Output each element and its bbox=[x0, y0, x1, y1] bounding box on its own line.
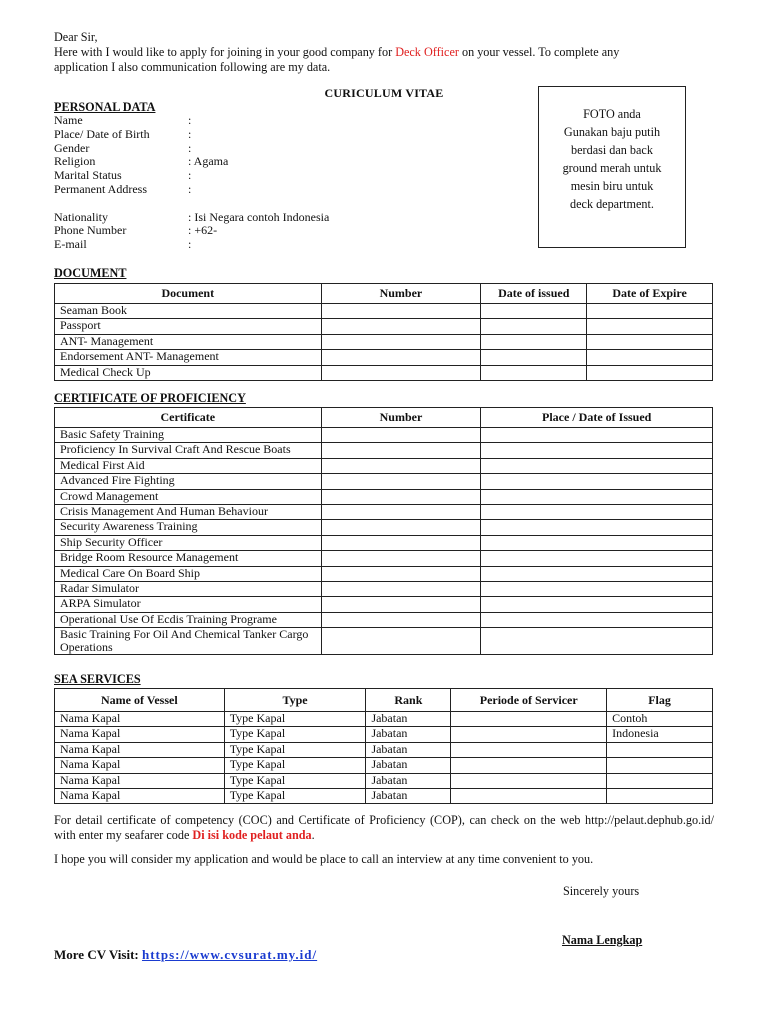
field-label: Permanent Address bbox=[54, 181, 147, 196]
certificate-name: Operational Use Of Ecdis Training Programe bbox=[55, 612, 322, 627]
table-cell[interactable] bbox=[481, 334, 587, 349]
sea-services-table bbox=[54, 688, 713, 804]
document-heading: DOCUMENT bbox=[54, 266, 127, 280]
table-cell[interactable] bbox=[607, 758, 713, 773]
table-cell[interactable] bbox=[321, 458, 481, 473]
table-cell[interactable] bbox=[587, 334, 713, 349]
table-row bbox=[55, 727, 713, 742]
table-cell[interactable]: Jabatan bbox=[366, 788, 451, 803]
table-cell[interactable] bbox=[321, 474, 481, 489]
table-row bbox=[55, 319, 713, 334]
certificate-name: Medical First Aid bbox=[55, 458, 322, 473]
cop-heading: CERTIFICATE OF PROFICIENCY bbox=[54, 391, 246, 405]
table-cell[interactable]: Jabatan bbox=[366, 773, 451, 788]
table-cell[interactable]: Type Kapal bbox=[224, 788, 366, 803]
detail-text: For detail certificate of competency (COC) and Certificate of Proficiency (COP), can check on the web http://pelaut.dephub.go.id/ with enter my seafarer code bbox=[54, 813, 714, 842]
field-value[interactable]: : bbox=[188, 168, 192, 183]
intro-text: Here with I would like to apply for joining in your good company for bbox=[54, 45, 396, 59]
more-cv-link[interactable]: https://www.cvsurat.my.id/ bbox=[141, 947, 318, 962]
table-row bbox=[55, 597, 713, 612]
table-row bbox=[55, 520, 713, 535]
table-cell[interactable] bbox=[481, 350, 587, 365]
more-cv-label: More CV Visit: bbox=[54, 947, 142, 962]
certificate-name: Radar Simulator bbox=[55, 581, 322, 596]
table-cell[interactable] bbox=[451, 758, 607, 773]
table-cell[interactable]: Type Kapal bbox=[224, 727, 366, 742]
table-row bbox=[55, 474, 713, 489]
field-value[interactable]: : +62- bbox=[188, 223, 218, 238]
table-cell[interactable] bbox=[321, 535, 481, 550]
table-row bbox=[55, 350, 713, 365]
table-cell[interactable] bbox=[321, 365, 481, 380]
certificate-name: Medical Care On Board Ship bbox=[55, 566, 322, 581]
column-header: Type bbox=[224, 689, 366, 712]
table-cell[interactable] bbox=[587, 304, 713, 319]
column-header: Periode of Servicer bbox=[451, 689, 607, 712]
table-cell[interactable]: Type Kapal bbox=[224, 712, 366, 727]
table-cell[interactable] bbox=[321, 428, 481, 443]
cop-table bbox=[54, 407, 713, 655]
photo-text: berdasi dan back bbox=[571, 143, 653, 157]
table-cell[interactable] bbox=[587, 319, 713, 334]
field-label: Gender bbox=[54, 140, 90, 155]
table-cell[interactable]: Jabatan bbox=[366, 727, 451, 742]
table-cell[interactable] bbox=[481, 365, 587, 380]
certificate-name: ARPA Simulator bbox=[55, 597, 322, 612]
table-cell[interactable]: Type Kapal bbox=[224, 742, 366, 757]
column-header: Place / Date of Issued bbox=[481, 408, 713, 428]
table-cell[interactable] bbox=[321, 597, 481, 612]
intro-text-post: on your vessel. To complete any bbox=[458, 45, 620, 59]
certificate-name: Proficiency In Survival Craft And Rescue Boats bbox=[55, 443, 322, 458]
table-cell[interactable] bbox=[321, 581, 481, 596]
table-cell[interactable] bbox=[481, 520, 713, 535]
table-cell[interactable] bbox=[587, 350, 713, 365]
table-cell[interactable] bbox=[451, 727, 607, 742]
sea-services-heading: SEA SERVICES bbox=[54, 672, 141, 686]
signature-name: Nama Lengkap bbox=[562, 933, 643, 947]
table-cell[interactable]: Jabatan bbox=[366, 758, 451, 773]
table-row bbox=[55, 566, 713, 581]
document-name: Medical Check Up bbox=[55, 365, 322, 380]
column-header: Date of issued bbox=[481, 284, 587, 304]
table-cell[interactable]: Nama Kapal bbox=[55, 727, 225, 742]
table-cell[interactable] bbox=[451, 788, 607, 803]
table-cell[interactable] bbox=[451, 742, 607, 757]
field-value[interactable]: : Isi Negara contoh Indonesia bbox=[188, 209, 330, 224]
table-row bbox=[55, 304, 713, 319]
column-header: Number bbox=[321, 284, 481, 304]
table-row bbox=[55, 788, 713, 803]
table-row bbox=[55, 742, 713, 757]
table-row bbox=[55, 612, 713, 627]
photo-text: Gunakan baju putih bbox=[563, 125, 661, 139]
document-table bbox=[54, 283, 713, 381]
document-name: Passport bbox=[55, 319, 322, 334]
intro-line-1 bbox=[54, 45, 714, 60]
table-cell[interactable] bbox=[607, 773, 713, 788]
field-value[interactable]: : Agama bbox=[188, 154, 229, 169]
detail-paragraph bbox=[54, 813, 714, 843]
closing: Sincerely yours bbox=[563, 884, 640, 898]
table-cell[interactable]: Jabatan bbox=[366, 742, 451, 757]
table-cell[interactable] bbox=[481, 612, 713, 627]
table-cell[interactable] bbox=[481, 551, 713, 566]
table-cell[interactable]: Nama Kapal bbox=[55, 773, 225, 788]
document-name: Seaman Book bbox=[55, 304, 322, 319]
table-cell[interactable]: Nama Kapal bbox=[55, 758, 225, 773]
photo-text: mesin biru untuk bbox=[570, 179, 654, 193]
table-cell[interactable]: Type Kapal bbox=[224, 758, 366, 773]
certificate-name: Basic Training For Oil And Chemical Tanker Cargo Operations bbox=[55, 628, 322, 655]
certificate-name: Advanced Fire Fighting bbox=[55, 474, 322, 489]
position-text: Deck Officer bbox=[395, 45, 459, 59]
table-cell[interactable]: Type Kapal bbox=[224, 773, 366, 788]
column-header: Document bbox=[55, 284, 322, 304]
table-cell[interactable] bbox=[321, 551, 481, 566]
column-header: Name of Vessel bbox=[55, 689, 225, 712]
field-label: Marital Status bbox=[54, 168, 122, 183]
table-row bbox=[55, 365, 713, 380]
table-row bbox=[55, 581, 713, 596]
table-cell[interactable] bbox=[451, 712, 607, 727]
field-label: Place/ Date of Birth bbox=[54, 126, 150, 141]
field-value[interactable]: : bbox=[188, 181, 192, 196]
document-name: Endorsement ANT- Management bbox=[55, 350, 322, 365]
letter-intro bbox=[54, 30, 714, 75]
table-row bbox=[55, 428, 713, 443]
cv-title-text: CURICULUM VITAE bbox=[324, 86, 444, 100]
personal-data-heading: PERSONAL DATA bbox=[54, 100, 156, 114]
table-cell[interactable] bbox=[321, 319, 481, 334]
table-row bbox=[55, 489, 713, 504]
table-cell[interactable] bbox=[321, 504, 481, 519]
table-cell[interactable] bbox=[481, 504, 713, 519]
table-cell[interactable] bbox=[607, 742, 713, 757]
field-value[interactable]: : bbox=[188, 113, 192, 127]
table-row bbox=[55, 773, 713, 788]
field-label: Religion bbox=[54, 154, 96, 169]
table-cell[interactable]: Nama Kapal bbox=[55, 742, 225, 757]
document-name: ANT- Management bbox=[55, 334, 322, 349]
table-cell[interactable] bbox=[321, 566, 481, 581]
table-row bbox=[55, 443, 713, 458]
table-cell[interactable] bbox=[321, 520, 481, 535]
photo-text: deck department. bbox=[570, 197, 654, 211]
intro-line-2: application I also communication following are my data. bbox=[54, 60, 331, 74]
field-value[interactable]: : bbox=[188, 140, 192, 155]
table-cell[interactable] bbox=[481, 458, 713, 473]
table-row bbox=[55, 758, 713, 773]
table-row bbox=[55, 334, 713, 349]
table-cell[interactable] bbox=[481, 597, 713, 612]
certificate-name: Crowd Management bbox=[55, 489, 322, 504]
table-cell[interactable] bbox=[321, 334, 481, 349]
table-cell[interactable] bbox=[481, 319, 587, 334]
table-cell[interactable] bbox=[321, 489, 481, 504]
certificate-name: Security Awareness Training bbox=[55, 520, 322, 535]
certificate-name: Ship Security Officer bbox=[55, 535, 322, 550]
certificate-name: Crisis Management And Human Behaviour bbox=[55, 504, 322, 519]
seafarer-code: Di isi kode pelaut anda bbox=[192, 828, 312, 842]
table-cell[interactable] bbox=[481, 489, 713, 504]
table-cell[interactable] bbox=[481, 535, 713, 550]
table-row bbox=[55, 535, 713, 550]
column-header: Flag bbox=[607, 689, 713, 712]
table-cell[interactable]: Nama Kapal bbox=[55, 712, 225, 727]
field-value[interactable]: : bbox=[188, 126, 192, 141]
table-cell[interactable] bbox=[587, 365, 713, 380]
table-row bbox=[55, 712, 713, 727]
column-header: Number bbox=[321, 408, 481, 428]
table-row bbox=[55, 551, 713, 566]
field-label: Phone Number bbox=[54, 223, 127, 238]
more-cv bbox=[54, 947, 317, 962]
column-header: Certificate bbox=[55, 408, 322, 428]
table-row bbox=[55, 458, 713, 473]
table-cell[interactable] bbox=[321, 628, 481, 655]
table-cell[interactable]: Contoh bbox=[607, 712, 713, 727]
field-label: E-mail bbox=[54, 237, 87, 252]
photo-text: ground merah untuk bbox=[562, 161, 662, 175]
table-cell[interactable]: Nama Kapal bbox=[55, 788, 225, 803]
field-value[interactable]: : bbox=[188, 237, 192, 252]
certificate-name: Basic Safety Training bbox=[55, 428, 322, 443]
field-label: Nationality bbox=[54, 209, 108, 224]
table-cell[interactable] bbox=[607, 788, 713, 803]
hope-paragraph: I hope you will consider my application and would be place to call an interview at any time convenient to you. bbox=[54, 852, 594, 866]
table-cell[interactable] bbox=[481, 474, 713, 489]
greeting: Dear Sir, bbox=[54, 30, 98, 44]
table-cell[interactable] bbox=[321, 612, 481, 627]
table-cell[interactable] bbox=[451, 773, 607, 788]
table-cell[interactable] bbox=[321, 304, 481, 319]
table-row bbox=[55, 628, 713, 655]
table-cell[interactable] bbox=[321, 443, 481, 458]
photo-placeholder[interactable] bbox=[538, 86, 686, 248]
column-header: Date of Expire bbox=[587, 284, 713, 304]
table-cell[interactable] bbox=[481, 428, 713, 443]
table-row bbox=[55, 504, 713, 519]
table-cell[interactable]: Jabatan bbox=[366, 712, 451, 727]
table-cell[interactable] bbox=[481, 581, 713, 596]
photo-text: FOTO anda bbox=[583, 107, 641, 121]
table-cell[interactable] bbox=[481, 443, 713, 458]
table-cell[interactable]: Indonesia bbox=[607, 727, 713, 742]
table-cell[interactable] bbox=[481, 304, 587, 319]
detail-end: . bbox=[311, 828, 315, 842]
certificate-name: Bridge Room Resource Management bbox=[55, 551, 322, 566]
table-cell[interactable] bbox=[321, 350, 481, 365]
column-header: Rank bbox=[366, 689, 451, 712]
field-label: Name bbox=[54, 113, 83, 127]
table-cell[interactable] bbox=[481, 566, 713, 581]
table-cell[interactable] bbox=[481, 628, 713, 655]
